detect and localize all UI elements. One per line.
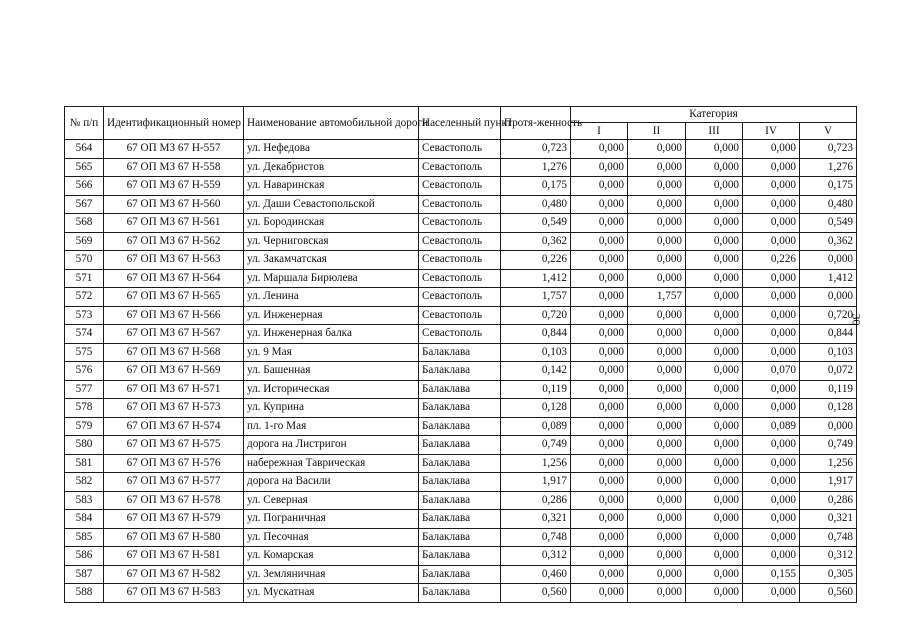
table-row [65,306,857,325]
settlement-cell: Балаклава [419,436,501,455]
cat-3-length-cell: 0,000 [686,473,743,492]
cat-2-length-cell: 0,000 [628,473,686,492]
cat-2-length-cell: 0,000 [628,510,686,529]
cat-1-length-cell: 0,000 [571,251,628,270]
settlement-cell: Балаклава [419,491,501,510]
cat-2-length-cell: 0,000 [628,399,686,418]
road-id-cell: 67 ОП МЗ 67 Н-569 [104,362,244,381]
length-cell: 1,256 [501,454,571,473]
settlement-cell: Севастополь [419,306,501,325]
cat-5-length-cell: 0,749 [800,436,857,455]
row-number-cell: 567 [65,195,104,214]
header-id: Идентификационный номер [104,107,244,140]
table-row [65,491,857,510]
length-cell: 0,362 [501,232,571,251]
row-number-cell: 581 [65,454,104,473]
row-number-cell: 568 [65,214,104,233]
cat-5-length-cell: 0,103 [800,343,857,362]
settlement-cell: Балаклава [419,473,501,492]
cat-1-length-cell: 0,000 [571,454,628,473]
cat-1-length-cell: 0,000 [571,399,628,418]
cat-3-length-cell: 0,000 [686,288,743,307]
cat-5-length-cell: 0,000 [800,417,857,436]
table-row [65,528,857,547]
cat-5-length-cell: 0,128 [800,399,857,418]
cat-4-length-cell: 0,000 [743,510,800,529]
cat-3-length-cell: 0,000 [686,547,743,566]
cat-4-length-cell: 0,000 [743,547,800,566]
row-number-cell: 583 [65,491,104,510]
length-cell: 0,119 [501,380,571,399]
row-number-cell: 564 [65,140,104,159]
road-name-cell: ул. Мускатная [244,584,419,603]
row-number-cell: 587 [65,565,104,584]
table-row [65,380,857,399]
road-name-cell: ул. Декабристов [244,158,419,177]
road-id-cell: 67 ОП МЗ 67 Н-565 [104,288,244,307]
road-name-cell: ул. Закамчатская [244,251,419,270]
table-row [65,473,857,492]
cat-1-length-cell: 0,000 [571,232,628,251]
settlement-cell: Балаклава [419,528,501,547]
table-row [65,454,857,473]
cat-1-length-cell: 0,000 [571,547,628,566]
cat-1-length-cell: 0,000 [571,584,628,603]
cat-1-length-cell: 0,000 [571,177,628,196]
table-row [65,584,857,603]
row-number-cell: 576 [65,362,104,381]
settlement-cell: Севастополь [419,214,501,233]
cat-2-length-cell: 0,000 [628,214,686,233]
road-name-cell: ул. Башенная [244,362,419,381]
cat-4-length-cell: 0,089 [743,417,800,436]
row-number-cell: 573 [65,306,104,325]
cat-2-length-cell: 0,000 [628,362,686,381]
cat-3-length-cell: 0,000 [686,177,743,196]
settlement-cell: Балаклава [419,584,501,603]
road-name-cell: ул. Пограничная [244,510,419,529]
cat-1-length-cell: 0,000 [571,158,628,177]
cat-5-length-cell: 0,286 [800,491,857,510]
settlement-cell: Балаклава [419,417,501,436]
table-row [65,232,857,251]
cat-3-length-cell: 0,000 [686,436,743,455]
road-id-cell: 67 ОП МЗ 67 Н-567 [104,325,244,344]
header-cat-5: V [800,123,857,140]
table-row [65,399,857,418]
road-name-cell: ул. Бородинская [244,214,419,233]
road-name-cell: ул. Инженерная [244,306,419,325]
table-row [65,547,857,566]
cat-1-length-cell: 0,000 [571,417,628,436]
cat-2-length-cell: 0,000 [628,565,686,584]
row-number-cell: 574 [65,325,104,344]
cat-3-length-cell: 0,000 [686,491,743,510]
cat-1-length-cell: 0,000 [571,288,628,307]
cat-3-length-cell: 0,000 [686,510,743,529]
settlement-cell: Балаклава [419,454,501,473]
cat-1-length-cell: 0,000 [571,436,628,455]
cat-5-length-cell: 0,480 [800,195,857,214]
cat-5-length-cell: 1,276 [800,158,857,177]
road-id-cell: 67 ОП МЗ 67 Н-573 [104,399,244,418]
cat-4-length-cell: 0,000 [743,214,800,233]
settlement-cell: Севастополь [419,325,501,344]
cat-4-length-cell: 0,000 [743,140,800,159]
road-id-cell: 67 ОП МЗ 67 Н-558 [104,158,244,177]
cat-1-length-cell: 0,000 [571,380,628,399]
cat-4-length-cell: 0,000 [743,343,800,362]
cat-4-length-cell: 0,226 [743,251,800,270]
cat-3-length-cell: 0,000 [686,214,743,233]
cat-5-length-cell: 1,917 [800,473,857,492]
cat-5-length-cell: 0,321 [800,510,857,529]
cat-5-length-cell: 0,549 [800,214,857,233]
cat-5-length-cell: 1,412 [800,269,857,288]
cat-4-length-cell: 0,000 [743,288,800,307]
cat-5-length-cell: 0,000 [800,288,857,307]
road-id-cell: 67 ОП МЗ 67 Н-579 [104,510,244,529]
header-cat-3: III [686,123,743,140]
settlement-cell: Балаклава [419,510,501,529]
road-name-cell: ул. Даши Севастопольской [244,195,419,214]
cat-2-length-cell: 0,000 [628,343,686,362]
row-number-cell: 585 [65,528,104,547]
cat-2-length-cell: 0,000 [628,269,686,288]
road-name-cell: дорога на Листригон [244,436,419,455]
length-cell: 0,460 [501,565,571,584]
cat-2-length-cell: 0,000 [628,232,686,251]
table-row [65,343,857,362]
cat-2-length-cell: 0,000 [628,158,686,177]
road-name-cell: ул. 9 Мая [244,343,419,362]
length-cell: 0,312 [501,547,571,566]
header-num: № п/п [65,107,104,140]
road-name-cell: ул. Песочная [244,528,419,547]
header-cat-1: I [571,123,628,140]
length-cell: 1,757 [501,288,571,307]
road-id-cell: 67 ОП МЗ 67 Н-557 [104,140,244,159]
cat-4-length-cell: 0,000 [743,491,800,510]
length-cell: 0,749 [501,436,571,455]
cat-1-length-cell: 0,000 [571,491,628,510]
length-cell: 0,089 [501,417,571,436]
cat-4-length-cell: 0,000 [743,195,800,214]
table-row [65,288,857,307]
length-cell: 0,720 [501,306,571,325]
road-id-cell: 67 ОП МЗ 67 Н-581 [104,547,244,566]
settlement-cell: Балаклава [419,565,501,584]
cat-2-length-cell: 0,000 [628,325,686,344]
cat-1-length-cell: 0,000 [571,510,628,529]
cat-3-length-cell: 0,000 [686,454,743,473]
road-id-cell: 67 ОП МЗ 67 Н-580 [104,528,244,547]
length-cell: 0,748 [501,528,571,547]
table-row [65,362,857,381]
settlement-cell: Балаклава [419,399,501,418]
settlement-cell: Севастополь [419,269,501,288]
settlement-cell: Балаклава [419,362,501,381]
cat-1-length-cell: 0,000 [571,140,628,159]
cat-4-length-cell: 0,000 [743,177,800,196]
road-name-cell: ул. Северная [244,491,419,510]
road-id-cell: 67 ОП МЗ 67 Н-560 [104,195,244,214]
header-settlement: Населенный пункт [419,107,501,140]
road-name-cell: ул. Наваринская [244,177,419,196]
table-row [65,214,857,233]
table-body [65,140,857,603]
cat-1-length-cell: 0,000 [571,343,628,362]
cat-5-length-cell: 0,748 [800,528,857,547]
cat-2-length-cell: 0,000 [628,528,686,547]
row-number-cell: 588 [65,584,104,603]
cat-3-length-cell: 0,000 [686,399,743,418]
cat-2-length-cell: 0,000 [628,177,686,196]
road-id-cell: 67 ОП МЗ 67 Н-566 [104,306,244,325]
cat-2-length-cell: 0,000 [628,140,686,159]
cat-2-length-cell: 0,000 [628,547,686,566]
cat-4-length-cell: 0,000 [743,158,800,177]
cat-3-length-cell: 0,000 [686,565,743,584]
length-cell: 0,723 [501,140,571,159]
row-number-cell: 584 [65,510,104,529]
header-cat-4: IV [743,123,800,140]
length-cell: 0,128 [501,399,571,418]
table-row [65,436,857,455]
cat-3-length-cell: 0,000 [686,269,743,288]
table-row [65,195,857,214]
cat-4-length-cell: 0,000 [743,528,800,547]
settlement-cell: Балаклава [419,547,501,566]
cat-4-length-cell: 0,000 [743,473,800,492]
road-id-cell: 67 ОП МЗ 67 Н-562 [104,232,244,251]
cat-1-length-cell: 0,000 [571,473,628,492]
road-name-cell: ул. Нефедова [244,140,419,159]
cat-2-length-cell: 1,757 [628,288,686,307]
road-id-cell: 67 ОП МЗ 67 Н-583 [104,584,244,603]
row-number-cell: 566 [65,177,104,196]
cat-3-length-cell: 0,000 [686,195,743,214]
road-id-cell: 67 ОП МЗ 67 Н-578 [104,491,244,510]
length-cell: 1,276 [501,158,571,177]
cat-3-length-cell: 0,000 [686,343,743,362]
length-cell: 1,412 [501,269,571,288]
table-row [65,251,857,270]
settlement-cell: Севастополь [419,251,501,270]
road-id-cell: 67 ОП МЗ 67 Н-575 [104,436,244,455]
row-number-cell: 569 [65,232,104,251]
road-id-cell: 67 ОП МЗ 67 Н-564 [104,269,244,288]
row-number-cell: 575 [65,343,104,362]
cat-4-length-cell: 0,000 [743,306,800,325]
row-number-cell: 570 [65,251,104,270]
road-name-cell: ул. Земляничная [244,565,419,584]
page-number: 30 [849,313,864,326]
table-row [65,269,857,288]
settlement-cell: Севастополь [419,140,501,159]
header-category: Категория [571,107,857,123]
row-number-cell: 565 [65,158,104,177]
cat-4-length-cell: 0,000 [743,399,800,418]
road-name-cell: ул. Историческая [244,380,419,399]
table-row [65,417,857,436]
cat-5-length-cell: 0,119 [800,380,857,399]
cat-3-length-cell: 0,000 [686,306,743,325]
row-number-cell: 572 [65,288,104,307]
cat-5-length-cell: 0,175 [800,177,857,196]
road-id-cell: 67 ОП МЗ 67 Н-571 [104,380,244,399]
road-id-cell: 67 ОП МЗ 67 Н-582 [104,565,244,584]
header-length: Протя-женность [501,107,571,140]
cat-1-length-cell: 0,000 [571,214,628,233]
row-number-cell: 579 [65,417,104,436]
cat-4-length-cell: 0,000 [743,380,800,399]
cat-4-length-cell: 0,000 [743,269,800,288]
cat-5-length-cell: 0,305 [800,565,857,584]
road-name-cell: ул. Комарская [244,547,419,566]
table-row [65,510,857,529]
settlement-cell: Балаклава [419,380,501,399]
length-cell: 0,286 [501,491,571,510]
row-number-cell: 571 [65,269,104,288]
cat-5-length-cell: 0,560 [800,584,857,603]
cat-4-length-cell: 0,070 [743,362,800,381]
road-name-cell: ул. Куприна [244,399,419,418]
header-road-name: Наименование автомобильной дороги [244,107,419,140]
cat-5-length-cell: 0,312 [800,547,857,566]
cat-3-length-cell: 0,000 [686,584,743,603]
road-name-cell: набережная Таврическая [244,454,419,473]
length-cell: 0,175 [501,177,571,196]
settlement-cell: Севастополь [419,158,501,177]
cat-3-length-cell: 0,000 [686,528,743,547]
table-row [65,325,857,344]
road-id-cell: 67 ОП МЗ 67 Н-574 [104,417,244,436]
road-id-cell: 67 ОП МЗ 67 Н-577 [104,473,244,492]
settlement-cell: Севастополь [419,232,501,251]
cat-3-length-cell: 0,000 [686,417,743,436]
table-row [65,177,857,196]
cat-3-length-cell: 0,000 [686,140,743,159]
roads-table [64,106,857,603]
cat-1-length-cell: 0,000 [571,269,628,288]
row-number-cell: 577 [65,380,104,399]
road-id-cell: 67 ОП МЗ 67 Н-568 [104,343,244,362]
length-cell: 0,321 [501,510,571,529]
cat-1-length-cell: 0,000 [571,528,628,547]
table-row [65,158,857,177]
header-cat-2: II [628,123,686,140]
row-number-cell: 586 [65,547,104,566]
settlement-cell: Севастополь [419,177,501,196]
cat-3-length-cell: 0,000 [686,325,743,344]
cat-3-length-cell: 0,000 [686,362,743,381]
cat-3-length-cell: 0,000 [686,380,743,399]
road-id-cell: 67 ОП МЗ 67 Н-563 [104,251,244,270]
cat-1-length-cell: 0,000 [571,325,628,344]
cat-2-length-cell: 0,000 [628,306,686,325]
row-number-cell: 582 [65,473,104,492]
cat-4-length-cell: 0,000 [743,232,800,251]
road-id-cell: 67 ОП МЗ 67 Н-576 [104,454,244,473]
length-cell: 0,844 [501,325,571,344]
length-cell: 0,560 [501,584,571,603]
cat-2-length-cell: 0,000 [628,195,686,214]
settlement-cell: Севастополь [419,195,501,214]
cat-5-length-cell: 0,720 [800,306,857,325]
row-number-cell: 578 [65,399,104,418]
cat-1-length-cell: 0,000 [571,195,628,214]
cat-4-length-cell: 0,000 [743,436,800,455]
cat-3-length-cell: 0,000 [686,158,743,177]
row-number-cell: 580 [65,436,104,455]
length-cell: 0,480 [501,195,571,214]
length-cell: 0,226 [501,251,571,270]
length-cell: 1,917 [501,473,571,492]
cat-2-length-cell: 0,000 [628,417,686,436]
road-name-cell: ул. Черниговская [244,232,419,251]
cat-4-length-cell: 0,000 [743,325,800,344]
cat-5-length-cell: 0,723 [800,140,857,159]
table-row [65,565,857,584]
cat-5-length-cell: 0,362 [800,232,857,251]
cat-3-length-cell: 0,000 [686,232,743,251]
cat-2-length-cell: 0,000 [628,454,686,473]
cat-1-length-cell: 0,000 [571,306,628,325]
length-cell: 0,549 [501,214,571,233]
road-name-cell: дорога на Васили [244,473,419,492]
cat-2-length-cell: 0,000 [628,436,686,455]
cat-4-length-cell: 0,000 [743,584,800,603]
table-header [65,107,857,140]
cat-5-length-cell: 0,844 [800,325,857,344]
length-cell: 0,103 [501,343,571,362]
road-id-cell: 67 ОП МЗ 67 Н-559 [104,177,244,196]
table-row [65,140,857,159]
cat-2-length-cell: 0,000 [628,251,686,270]
cat-1-length-cell: 0,000 [571,362,628,381]
settlement-cell: Балаклава [419,343,501,362]
cat-1-length-cell: 0,000 [571,565,628,584]
cat-5-length-cell: 0,000 [800,251,857,270]
road-name-cell: пл. 1-го Мая [244,417,419,436]
road-name-cell: ул. Маршала Бирюлева [244,269,419,288]
cat-2-length-cell: 0,000 [628,584,686,603]
cat-3-length-cell: 0,000 [686,251,743,270]
cat-2-length-cell: 0,000 [628,491,686,510]
road-name-cell: ул. Инженерная балка [244,325,419,344]
cat-4-length-cell: 0,000 [743,454,800,473]
cat-2-length-cell: 0,000 [628,380,686,399]
road-name-cell: ул. Ленина [244,288,419,307]
settlement-cell: Севастополь [419,288,501,307]
cat-4-length-cell: 0,155 [743,565,800,584]
road-id-cell: 67 ОП МЗ 67 Н-561 [104,214,244,233]
length-cell: 0,142 [501,362,571,381]
cat-5-length-cell: 0,072 [800,362,857,381]
cat-5-length-cell: 1,256 [800,454,857,473]
